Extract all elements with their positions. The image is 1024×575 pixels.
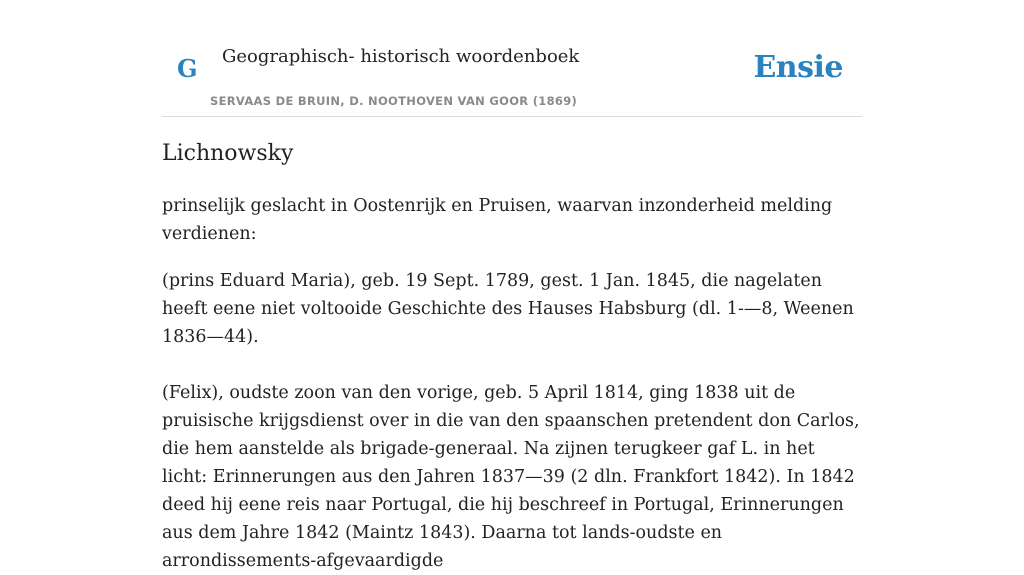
entry-paragraph: prinselijk geslacht in Oostenrijk en Pruisen, waarvan inzonderheid melding verdienen:: [162, 196, 833, 244]
entry-paragraph: (Felix), oudste zoon van den vorige, geb. 5 April 1814, ging 1838 uit de pruisische krijgsdienst over in die van den spaanschen pretendent don Carlos, die hem aanstelde als brigade-generaal. Na zijnen terugkeer gaf L. in het licht: Erinnerungen aus den Jahren 1837—39 (2 dln. Frankfort 1842). In 1842 deed hij eene reis naar Portugal, die hij beschreef in Portugal, Erinnerungen aus dem Jahre 1842 (Maintz 1843). Daarna tot lands-oudste en arrondissements-afgevaardigde: [162, 383, 860, 571]
book-authors: SERVAAS DE BRUIN, D. NOOTHOVEN VAN GOOR (1869): [210, 94, 578, 108]
entry-title: Lichnowsky: [162, 141, 294, 166]
entry-content: [162, 138, 862, 575]
book-letter-badge[interactable]: G: [177, 54, 198, 83]
ensie-logo-link[interactable]: Ensie: [753, 50, 843, 85]
book-title-link[interactable]: Geographisch- historisch woordenboek: [222, 46, 580, 67]
entry-paragraph: (prins Eduard Maria), geb. 19 Sept. 1789, gest. 1 Jan. 1845, die nagelaten heeft eene niet voltooide Geschichte des Hauses Habsburg (dl. 1-—8, Weenen 1836—44).: [162, 271, 854, 347]
book-header: [162, 0, 862, 117]
